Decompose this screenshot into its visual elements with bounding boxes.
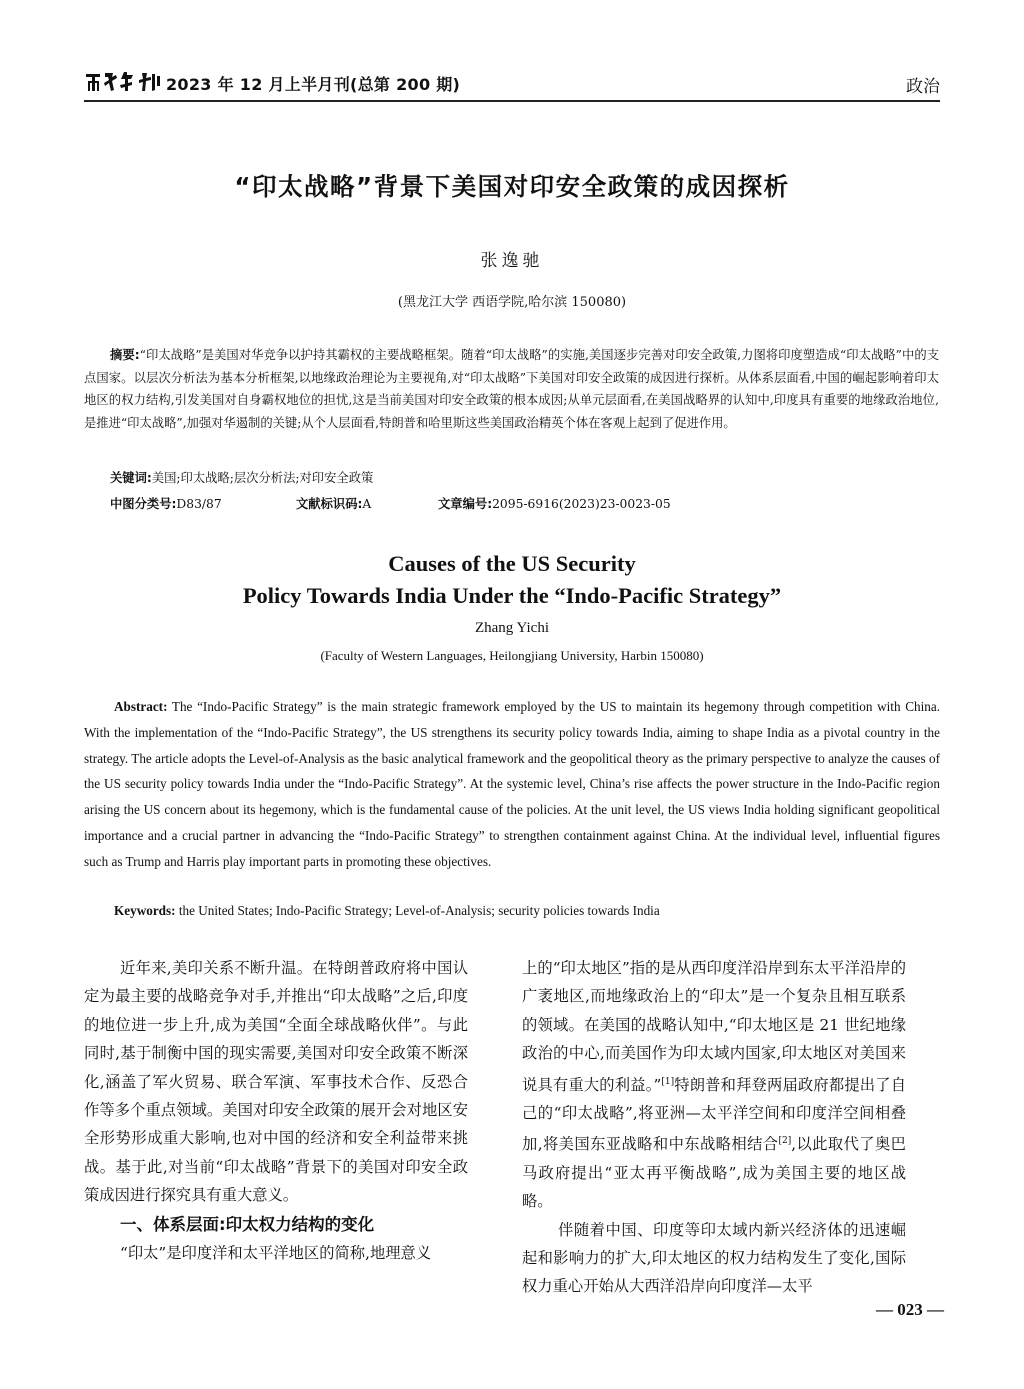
- body-paragraph: “印太”是印度洋和太平洋地区的简称,地理意义: [120, 1243, 432, 1262]
- chinese-keywords-text: 美国;印太战略;层次分析法;对印安全政策: [151, 471, 374, 485]
- chinese-title: “印太战略”背景下美国对印安全政策的成因探析: [234, 172, 790, 201]
- english-keywords-label: Keywords:: [114, 903, 176, 918]
- article-number-label: 文章编号:: [438, 497, 493, 511]
- running-header: [84, 64, 940, 102]
- clc-label: 中图分类号:: [110, 497, 177, 511]
- section-heading: 一、体系层面:印太权力结构的变化: [120, 1214, 375, 1234]
- body-text: 上的“印太地区”指的是从西印度洋沿岸到东太平洋沿岸的广袤地区,而地缘政治上的“印太”是一个复杂且相互联系的领域。在美国的战略认知中,“印太地区是 21 世纪地缘政治的中心,而美国作为印太域内国家,印太地区对美国来说具有重大的利益。”: [522, 959, 906, 1094]
- english-keywords: [114, 903, 660, 919]
- chinese-keywords-label: 关键词:: [110, 471, 152, 485]
- page-number: — 023 —: [876, 1300, 944, 1319]
- english-author: Zhang Yichi: [474, 620, 549, 636]
- section-label: 政治: [906, 77, 940, 97]
- classification-line: [110, 494, 870, 516]
- chinese-abstract: [84, 344, 939, 434]
- chinese-author: 张逸驰: [480, 251, 544, 271]
- chinese-abstract-label: 摘要:: [110, 348, 140, 362]
- body-text: ,以此取代了奥巴马政府提出“亚太再平衡战略”,成为美国主要的地区战略。: [522, 1135, 906, 1211]
- article-number-group: [438, 494, 671, 512]
- journal-masthead-logo: [84, 68, 164, 94]
- english-title: [0, 548, 1024, 612]
- english-abstract: [84, 694, 940, 875]
- issue-info: 2023 年 12 月上半月刊(总第 200 期): [166, 75, 461, 94]
- citation-ref: [1]: [661, 1076, 675, 1087]
- article-number-value: 2095-6916(2023)23-0023-05: [492, 497, 671, 511]
- english-keywords-text: the United States; Indo-Pacific Strategy; Level-of-Analysis; security policies towards India: [178, 903, 660, 918]
- body-text: 特朗普和拜登两届政府都提出了自己的“印太战略”,将亚洲—太平洋空间和印度洋空间相叠加,将美国东亚战略和中东战略相结合: [522, 1075, 906, 1154]
- body-paragraph: 伴随着中国、印度等印太域内新兴经济体的迅速崛起和影响力的扩大,印太地区的权力结构发生了变化,国际权力重心开始从大西洋沿岸向印度洋—太平: [522, 1220, 906, 1296]
- chinese-keywords: [110, 468, 373, 486]
- document-code-value: A: [362, 497, 372, 511]
- body-column-right: [522, 954, 906, 1301]
- citation-ref: [2]: [778, 1136, 792, 1147]
- clc-value: D83/87: [176, 497, 222, 511]
- chinese-abstract-text: “印太战略”是美国对华竞争以护持其霸权的主要战略框架。随着“印太战略”的实施,美国逐步完善对印安全政策,力图将印度塑造成“印太战略”中的支点国家。以层次分析法为基本分析框架,以地缘政治理论为主要视角,对“印太战略”下美国对印安全政策的成因进行探析。从体系层面看,中国的崛起影响着印太地区的权力结构,引发美国对自身霸权地位的担忧,这是当前美国对印安全政策的根本成因;从单元层面看,在美国战略界的认知中,印度具有重要的地缘政治地位,是推进“印太战略”,加强对华遏制的关键;从个人层面看,特朗普和哈里斯这些美国政治精英个体在客观上起到了促进作用。: [84, 348, 939, 430]
- clc-group: [110, 494, 222, 512]
- chinese-affiliation: (黑龙江大学 西语学院,哈尔滨 150080): [397, 295, 627, 310]
- english-affiliation: (Faculty of Western Languages, Heilongjiang University, Harbin 150080): [320, 648, 704, 663]
- document-code-label: 文献标识码:: [296, 497, 363, 511]
- body-paragraph: 近年来,美印关系不断升温。在特朗普政府将中国认定为最主要的战略竞争对手,并推出“印太战略”之后,印度的地位进一步上升,成为美国“全面全球战略伙伴”。与此同时,基于制衡中国的现实需要,美国对印安全政策不断深化,涵盖了军火贸易、联合军演、军事技术合作、反恐合作等多个重点领域。美国对印安全政策的展开会对地区安全形势形成重大影响,也对中国的经济和安全利益带来挑战。基于此,对当前“印太战略”背景下的美国对印安全政策成因进行探究具有重大意义。: [84, 959, 468, 1205]
- english-title-line2: Policy Towards India Under the “Indo-Pacific Strategy”: [242, 583, 782, 608]
- document-code-group: [296, 494, 371, 512]
- body-column-left: [84, 954, 468, 1267]
- english-abstract-label: Abstract:: [114, 699, 168, 714]
- english-abstract-text: The “Indo-Pacific Strategy” is the main strategic framework employed by the US to maintain its hegemony through competition with China. With the implementation of the “Indo-Pacific Strategy”, the US strengthens its security policy towards India, aiming to shape India as a pivotal country in the strategy. The article adopts the Level-of-Analysis as the basic analytical framework and the geopolitical theory as the primary perspective to analyze the causes of the US security policy towards India under the “Indo-Pacific Strategy”. At the systemic level, China’s rise affects the power structure in the Indo-Pacific region arising the US concern about its hegemony, which is the fundamental cause of the policies. At the unit level, the US views India holding significant geopolitical importance and a crucial partner in advancing the “Indo-Pacific Strategy” to strengthen containment against China. At the individual level, influential figures such as Trump and Harris play important parts in promoting these objectives.: [84, 699, 940, 869]
- english-title-line1: Causes of the US Security: [388, 551, 636, 576]
- body-paragraph: [522, 954, 906, 1216]
